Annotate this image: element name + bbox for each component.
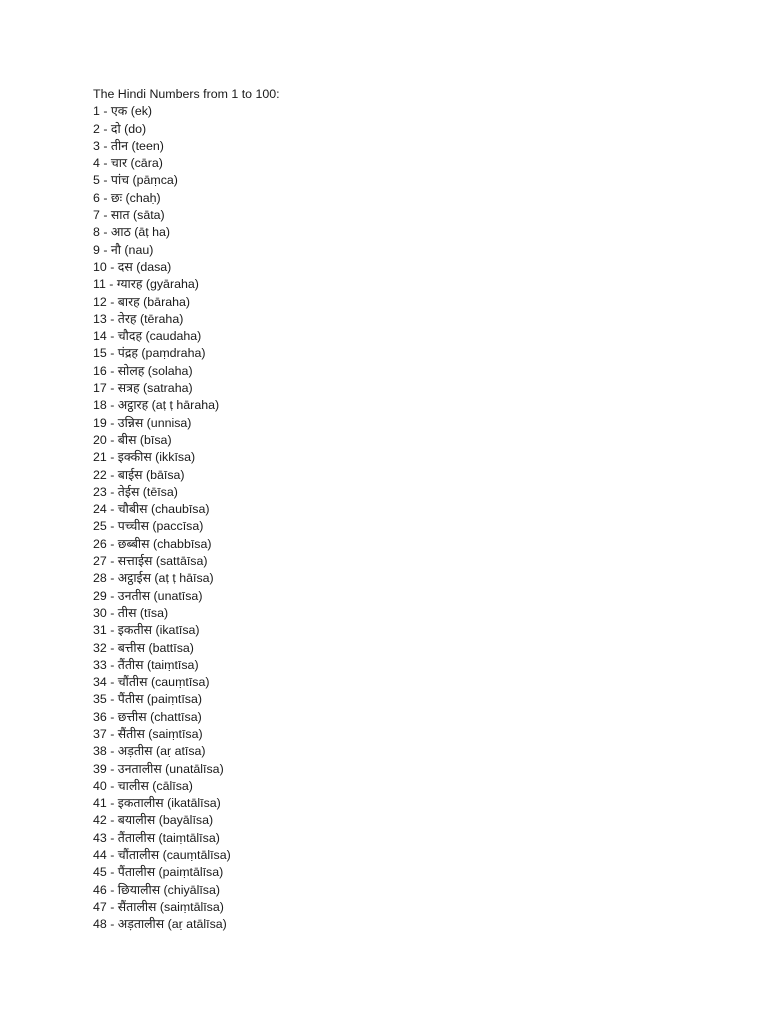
list-item: 43 - तैंतालीस (taiṃtālīsa)	[93, 830, 220, 845]
list-item: 19 - उन्निस (unnisa)	[93, 415, 192, 430]
list-item: 46 - छियालीस (chiyālīsa)	[93, 882, 220, 897]
list-item: 25 - पच्चीस (paccīsa)	[93, 519, 204, 534]
list-item: 20 - बीस (bīsa)	[93, 432, 172, 447]
list-item: 40 - चालीस (cālīsa)	[93, 778, 193, 793]
list-item: 31 - इकतीस (ikatīsa)	[93, 623, 200, 638]
list-item: 36 - छत्तीस (chattīsa)	[93, 709, 202, 724]
list-item: 34 - चौंतीस (cauṃtīsa)	[93, 675, 210, 690]
list-item: 13 - तेरह (tēraha)	[93, 311, 184, 326]
list-item: 30 - तीस (tīsa)	[93, 605, 169, 620]
list-item: 41 - इकतालीस (ikatālīsa)	[93, 796, 221, 811]
list-item: 15 - पंद्रह (paṃdraha)	[93, 346, 206, 361]
list-item: 4 - चार (cāra)	[93, 156, 163, 171]
document-page	[93, 86, 733, 934]
list-item: 6 - छः (chaḥ)	[93, 190, 161, 205]
list-item: 16 - सोलह (solaha)	[93, 363, 193, 378]
list-item: 47 - सैंतालीस (saiṃtālīsa)	[93, 899, 224, 914]
list-item: 21 - इक्कीस (ikkīsa)	[93, 450, 196, 465]
list-item: 28 - अट्ठाईस (aṭ ṭ hāīsa)	[93, 571, 214, 586]
list-item: 7 - सात (sāta)	[93, 208, 165, 223]
list-item: 27 - सत्ताईस (sattāīsa)	[93, 554, 208, 569]
list-item: 8 - आठ (āṭ ha)	[93, 225, 171, 240]
list-item: 48 - अड़तालीस (aṛ atālīsa)	[93, 917, 227, 932]
list-item: 42 - बयालीस (bayālīsa)	[93, 813, 214, 828]
list-item: 14 - चौदह (caudaha)	[93, 329, 202, 344]
list-item: 35 - पैंतीस (paiṃtīsa)	[93, 692, 203, 707]
list-item: 17 - सत्रह (satraha)	[93, 381, 193, 396]
list-item: 24 - चौबीस (chaubīsa)	[93, 502, 210, 517]
list-item: 39 - उनतालीस (unatālīsa)	[93, 761, 224, 776]
list-item: 32 - बत्तीस (battīsa)	[93, 640, 194, 655]
list-item: 5 - पांच (pāṃca)	[93, 173, 178, 188]
list-item: 2 - दो (do)	[93, 121, 147, 136]
list-item: 38 - अड़तीस (aṛ atīsa)	[93, 744, 206, 759]
number-list	[93, 103, 733, 933]
list-item: 33 - तैंतीस (taiṃtīsa)	[93, 657, 199, 672]
list-item: 12 - बारह (bāraha)	[93, 294, 191, 309]
list-item: 9 - नौ (nau)	[93, 242, 154, 257]
list-item: 23 - तेईस (tēīsa)	[93, 484, 178, 499]
list-item: 22 - बाईस (bāīsa)	[93, 467, 185, 482]
document-title: The Hindi Numbers from 1 to 100:	[93, 87, 280, 101]
list-item: 37 - सैंतीस (saiṃtīsa)	[93, 726, 203, 741]
list-item: 3 - तीन (teen)	[93, 138, 164, 153]
list-item: 1 - एक (ek)	[93, 104, 153, 119]
list-item: 45 - पैंतालीस (paiṃtālīsa)	[93, 865, 224, 880]
list-item: 11 - ग्यारह (gyāraha)	[93, 277, 199, 292]
list-item: 10 - दस (dasa)	[93, 259, 172, 274]
list-item: 29 - उनतीस (unatīsa)	[93, 588, 203, 603]
list-item: 26 - छब्बीस (chabbīsa)	[93, 536, 212, 551]
list-item: 44 - चौंतालीस (cauṃtālīsa)	[93, 848, 231, 863]
list-item: 18 - अट्ठारह (aṭ ṭ hāraha)	[93, 398, 220, 413]
